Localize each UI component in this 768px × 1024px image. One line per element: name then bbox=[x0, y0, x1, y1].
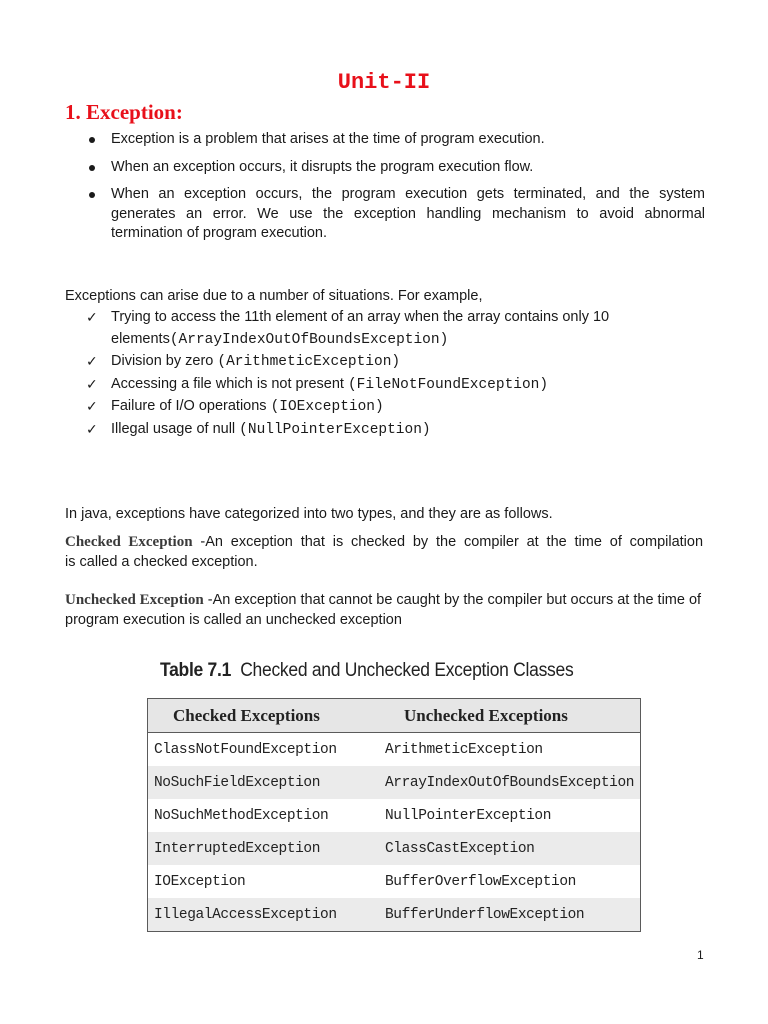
table-caption: Table 7.1 Checked and Unchecked Exception Classes bbox=[160, 660, 574, 681]
unit-title: Unit-II bbox=[337, 70, 431, 95]
checkmark-icon: ✓ bbox=[86, 353, 98, 369]
list-item: When an exception occurs, it disrupts the program execution flow. bbox=[85, 158, 705, 178]
bullet-dot-icon bbox=[89, 165, 95, 171]
unchecked-exception-definition: Unchecked Exception -An exception that cannot be caught by the compiler but occurs at the time of program execution is called an unchecked exception bbox=[65, 592, 702, 628]
table-row: IOException BufferOverflowException bbox=[154, 873, 576, 890]
list-item: ✓ Accessing a file which is not present (FileNotFoundException) bbox=[86, 374, 686, 397]
checked-term: Checked Exception bbox=[65, 534, 193, 550]
table-row: IllegalAccessException BufferUnderflowException bbox=[148, 898, 641, 932]
table-row: NoSuchMethodException NullPointerException bbox=[154, 807, 552, 824]
list-item: ✓ Trying to access the 11th element of an array when the array contains only 10 elements(ArrayIndexOutOfBoundsException) bbox=[86, 309, 610, 348]
column-header: Checked Exceptions bbox=[148, 699, 380, 733]
table-row: ClassNotFoundException ArithmeticException bbox=[154, 741, 543, 758]
list-item: ✓ Division by zero (ArithmeticException) bbox=[86, 351, 686, 374]
checkmark-icon: ✓ bbox=[86, 309, 98, 325]
checked-exception-definition: Checked Exception -An exception that is checked by the compiler at the time of compilation is called a checked exception. bbox=[65, 534, 704, 570]
unchecked-term: Unchecked Exception bbox=[65, 592, 204, 608]
list-item: ✓ Illegal usage of null (NullPointerException) bbox=[86, 419, 686, 442]
exception-table bbox=[147, 698, 641, 932]
table-row: InterruptedException ClassCastException bbox=[148, 832, 641, 865]
checkmark-icon: ✓ bbox=[86, 375, 98, 392]
section-heading: 1. Exception: bbox=[65, 100, 183, 124]
situations-list bbox=[86, 307, 686, 441]
checkmark-icon: ✓ bbox=[86, 398, 98, 414]
situations-intro: Exceptions can arise due to a number of situations. For example, bbox=[65, 288, 483, 304]
bullet-list bbox=[85, 130, 705, 244]
list-item: When an exception occurs, the program execution gets terminated, and the system generates an error. We use the exception handling mechanism to avoid abnormal termination of program execution. bbox=[85, 185, 705, 244]
bullet-dot-icon bbox=[89, 192, 95, 198]
checkmark-icon: ✓ bbox=[86, 420, 98, 437]
list-item: ✓ Failure of I/O operations (IOException) bbox=[86, 396, 686, 419]
bullet-dot-icon bbox=[89, 137, 95, 143]
list-item: Exception is a problem that arises at the time of program execution. bbox=[85, 130, 705, 150]
page-number: 1 bbox=[697, 948, 704, 962]
table-header-row bbox=[148, 699, 641, 733]
column-header: Unchecked Exceptions bbox=[379, 699, 641, 733]
types-intro: In java, exceptions have categorized into two types, and they are as follows. bbox=[65, 506, 553, 522]
table-row: NoSuchFieldException ArrayIndexOutOfBoundsException bbox=[148, 766, 641, 799]
